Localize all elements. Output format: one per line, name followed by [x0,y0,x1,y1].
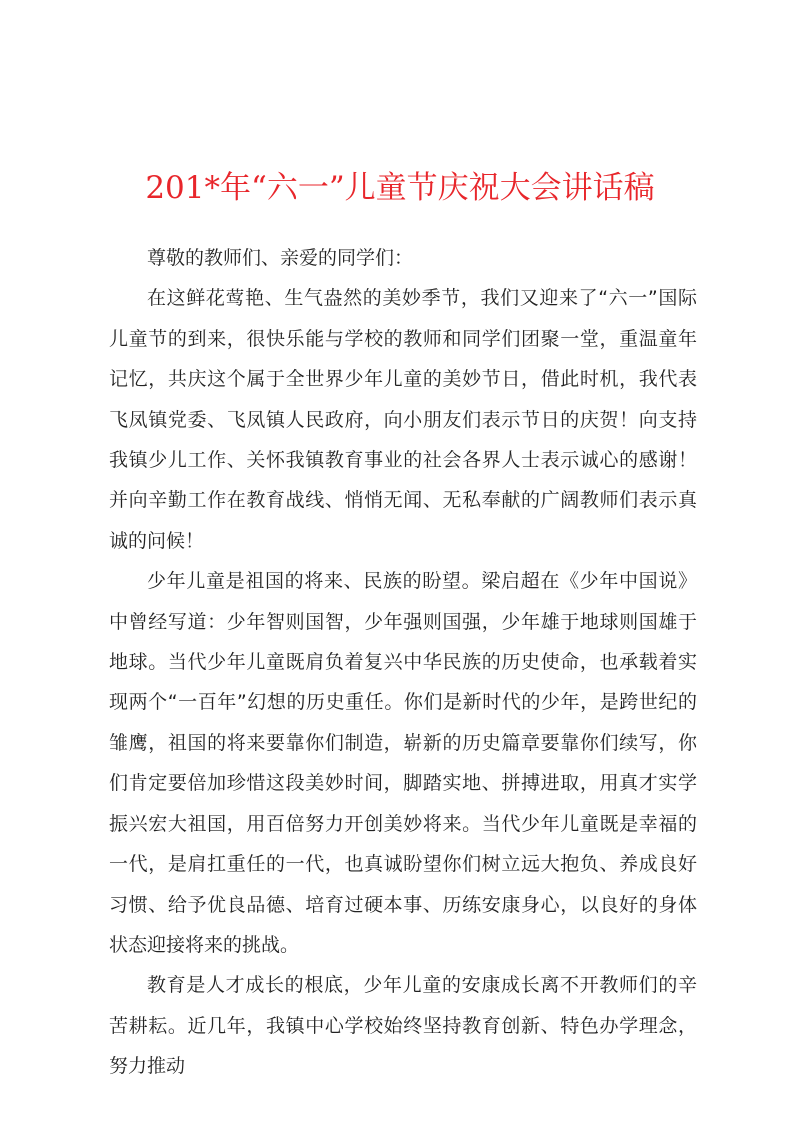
document-title: 201*年“六一”儿童节庆祝大会讲话稿 [145,170,655,206]
paragraph: 少年儿童是祖国的将来、民族的盼望。梁启超在《少年中国说》中曾经写道：少年智则国智，少年强则国强，少年雄于地球则国雄于地球。当代少年儿童既肩负着复兴中华民族的历史使命，也承载着实现两个“一百年”幻想的历史重任。你们是新时代的少年，是跨世纪的雏鹰，祖国的将来要靠你们制造，崭新的历史篇章要靠你们续写，你们肯定要倍加珍惜这段美妙时间，脚踏实地、拼搏进取，用真才实学振兴宏大祖国，用百倍努力开创美妙将来。当代少年儿童既是幸福的一代，是肩扛重任的一代，也真诚盼望你们树立远大抱负、养成良好习惯、给予优良品德、培育过硬本事、历练安康身心，以良好的身体状态迎接将来的挑战。 [109,570,697,956]
paragraph: 教育是人才成长的根底，少年儿童的安康成长离不开教师们的辛苦耕耘。近几年，我镇中心学校始终坚持教育创新、特色办学理念，努力推动 [109,974,697,1078]
paragraph: 在这鲜花莺艳、生气盎然的美妙季节，我们又迎来了“六一”国际儿童节的到来，很快乐能与学校的教师和同学们团聚一堂，重温童年记忆，共庆这个属于全世界少年儿童的美妙节日，借此时机，我代表飞凤镇党委、飞凤镇人民政府，向小朋友们表示节日的庆贺！向支持我镇少儿工作、关怀我镇教育事业的社会各界人士表示诚心的感谢！并向辛勤工作在教育战线、悄悄无闻、无私奉献的广阔教师们表示真诚的问候！ [109,287,697,552]
salutation: 尊敬的教师们、亲爱的同学们： [147,247,414,269]
document-body [109,238,697,1087]
